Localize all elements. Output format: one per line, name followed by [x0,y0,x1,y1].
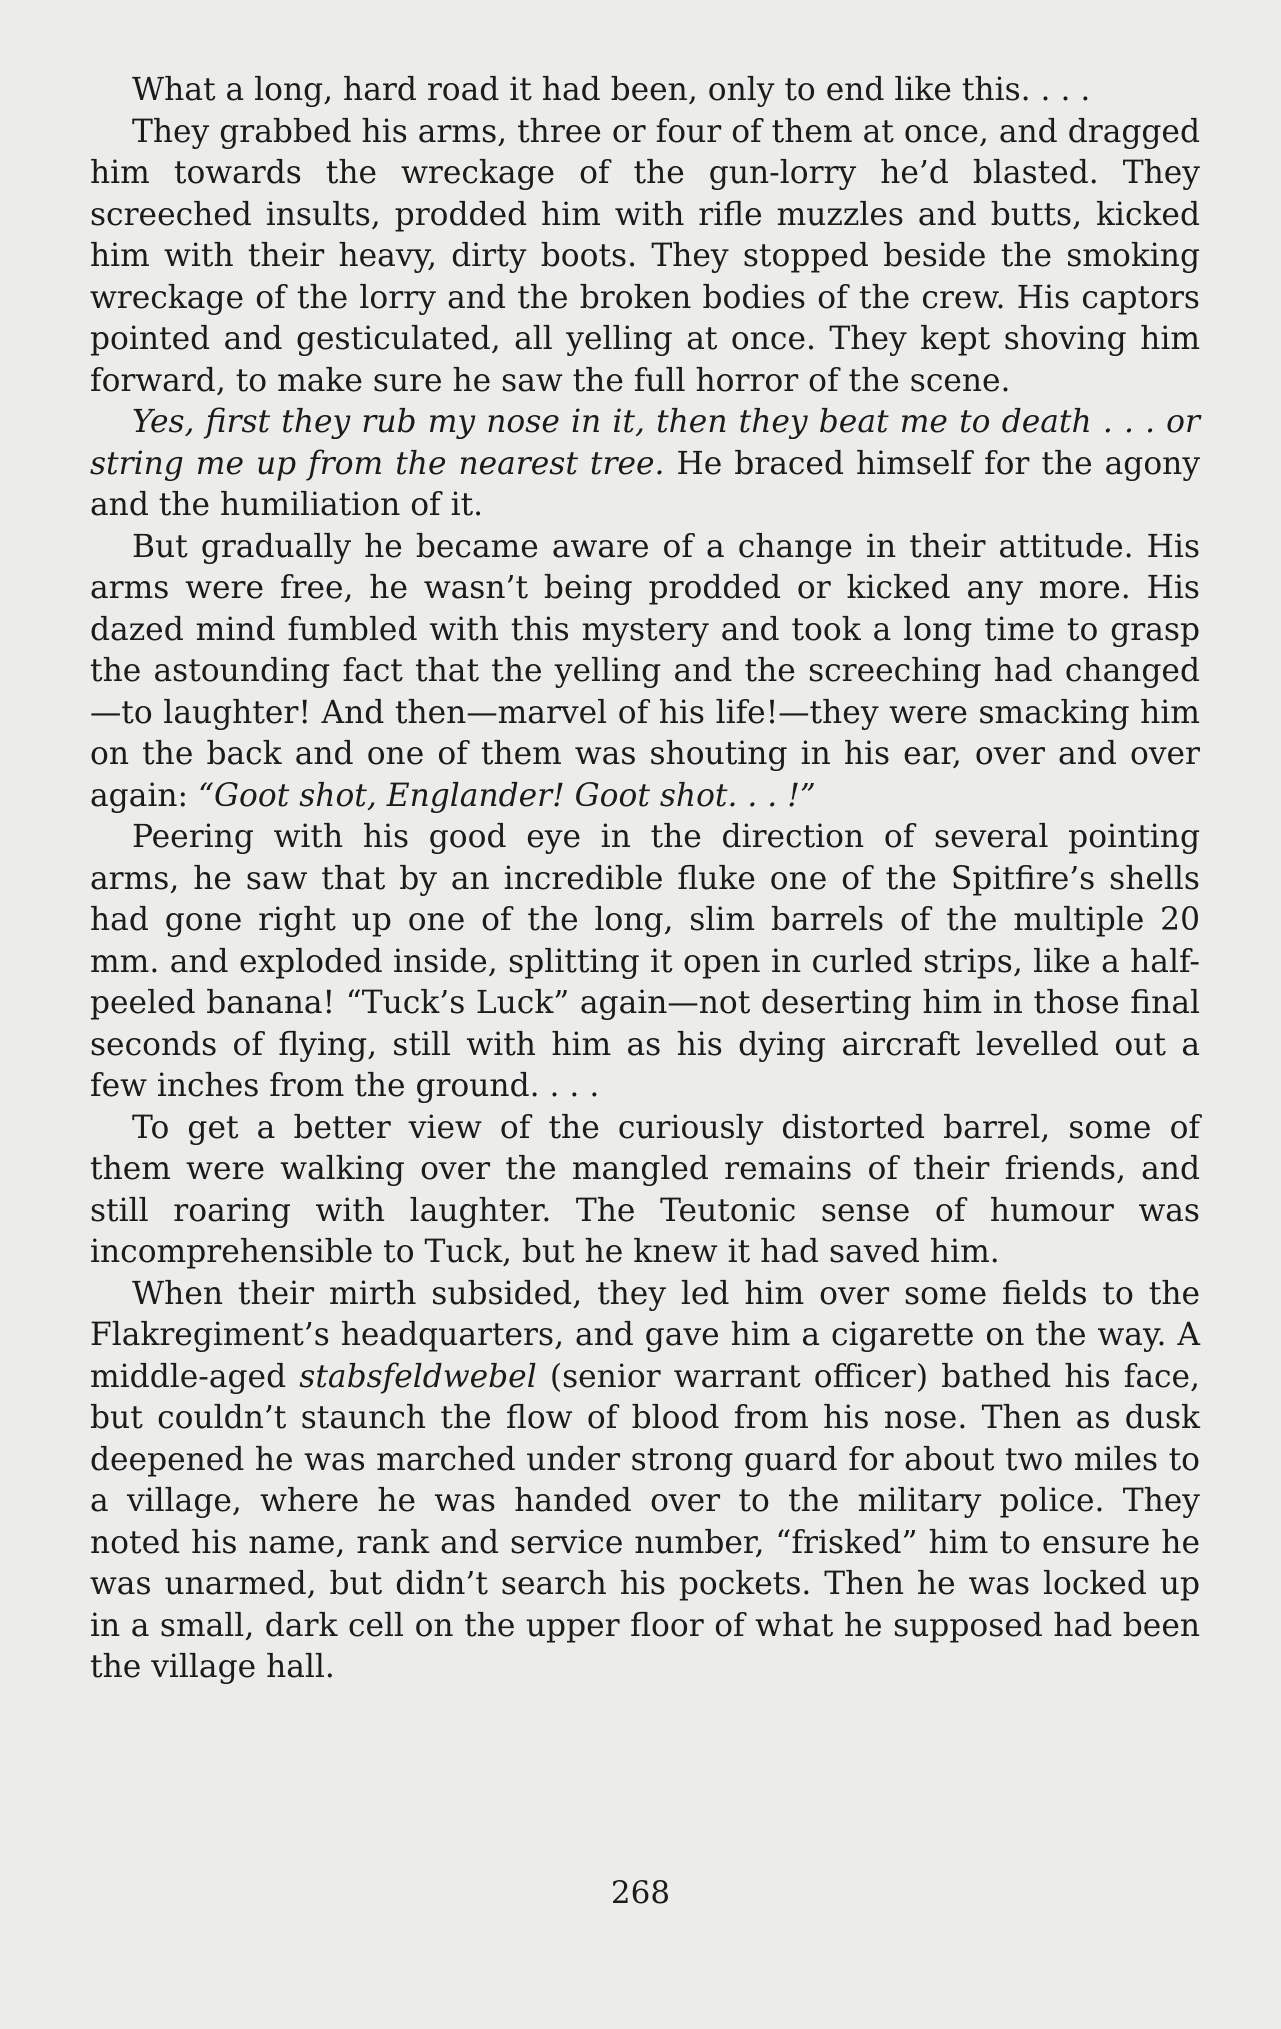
body-text: When their mirth subsided, they led him over some fields to the Flakregiment’s headquarters, and gave him a cigarette on the way. A middle-aged [90,1275,1200,1395]
italic-text: Yes, first they rub my nose in it, then they beat me to death . . . or string me up from the nearest tree. [90,404,1200,482]
page-number: 268 [610,1875,671,1911]
paragraph [90,70,1200,112]
paragraph [90,112,1200,403]
paragraph [90,527,1200,818]
body-text: To get a better view of the curiously distorted barrel, some of them were walking over the mangled remains of their friends, and still roaring with laughter. The Teutonic sense of humour was incomprehensible to Tuck, but he knew it had saved him. [90,1109,1200,1270]
body-text: He braced himself for the agony and the humiliation of it. [90,445,1200,523]
body-text: What a long, hard road it had been, only to end like this. . . . [132,72,1091,108]
page-body [90,70,1200,1689]
italic-text: stabsfeldwebel [299,1358,537,1395]
paragraph [90,1274,1200,1689]
paragraph [90,402,1200,527]
italic-text: “Goot shot, Englander! Goot shot. . . !” [198,777,816,814]
paragraph [90,1108,1200,1274]
paragraph [90,817,1200,1108]
body-text: But gradually he became aware of a change in their attitude. His arms were free, he wasn’t being prodded or kicked any more. His dazed mind fumbled with this mystery and took a long time to grasp the astounding fact that the yelling and the screeching had changed—to laughter! And then—marvel of his life!—they were smacking him on the back and one of them was shouting in his ear, over and over again: [90,528,1200,814]
body-text: Peering with his good eye in the direction of several pointing arms, he saw that by an incredible fluke one of the Spitfire’s shells had gone right up one of the long, slim barrels of the multiple 20 mm. and exploded inside, splitting it open in curled strips, like a half-peeled banana! “Tuck’s Luck” again—not deserting him in those final seconds of flying, still with him as his dying aircraft levelled out a few inches from the ground. . . . [90,819,1200,1104]
body-text: (senior warrant officer) bathed his face, but couldn’t staunch the flow of blood from his nose. Then as dusk deepened he was marched under strong guard for about two miles to a village, where he was handed over to the military police. They noted his name, rank and service number, “frisked” him to ensure he was unarmed, but didn’t search his pockets. Then he was locked up in a small, dark cell on the upper floor of what he supposed had been the village hall. [90,1358,1200,1685]
body-text: They grabbed his arms, three or four of them at once, and dragged him towards the wreckage of the gun-lorry he’d blasted. They screeched insults, prodded him with rifle muzzles and butts, kicked him with their heavy, dirty boots. They stopped beside the smoking wreckage of the lorry and the broken bodies of the crew. His captors pointed and gesticulated, all yelling at once. They kept shoving him forward, to make sure he saw the full horror of the scene. [90,113,1200,399]
